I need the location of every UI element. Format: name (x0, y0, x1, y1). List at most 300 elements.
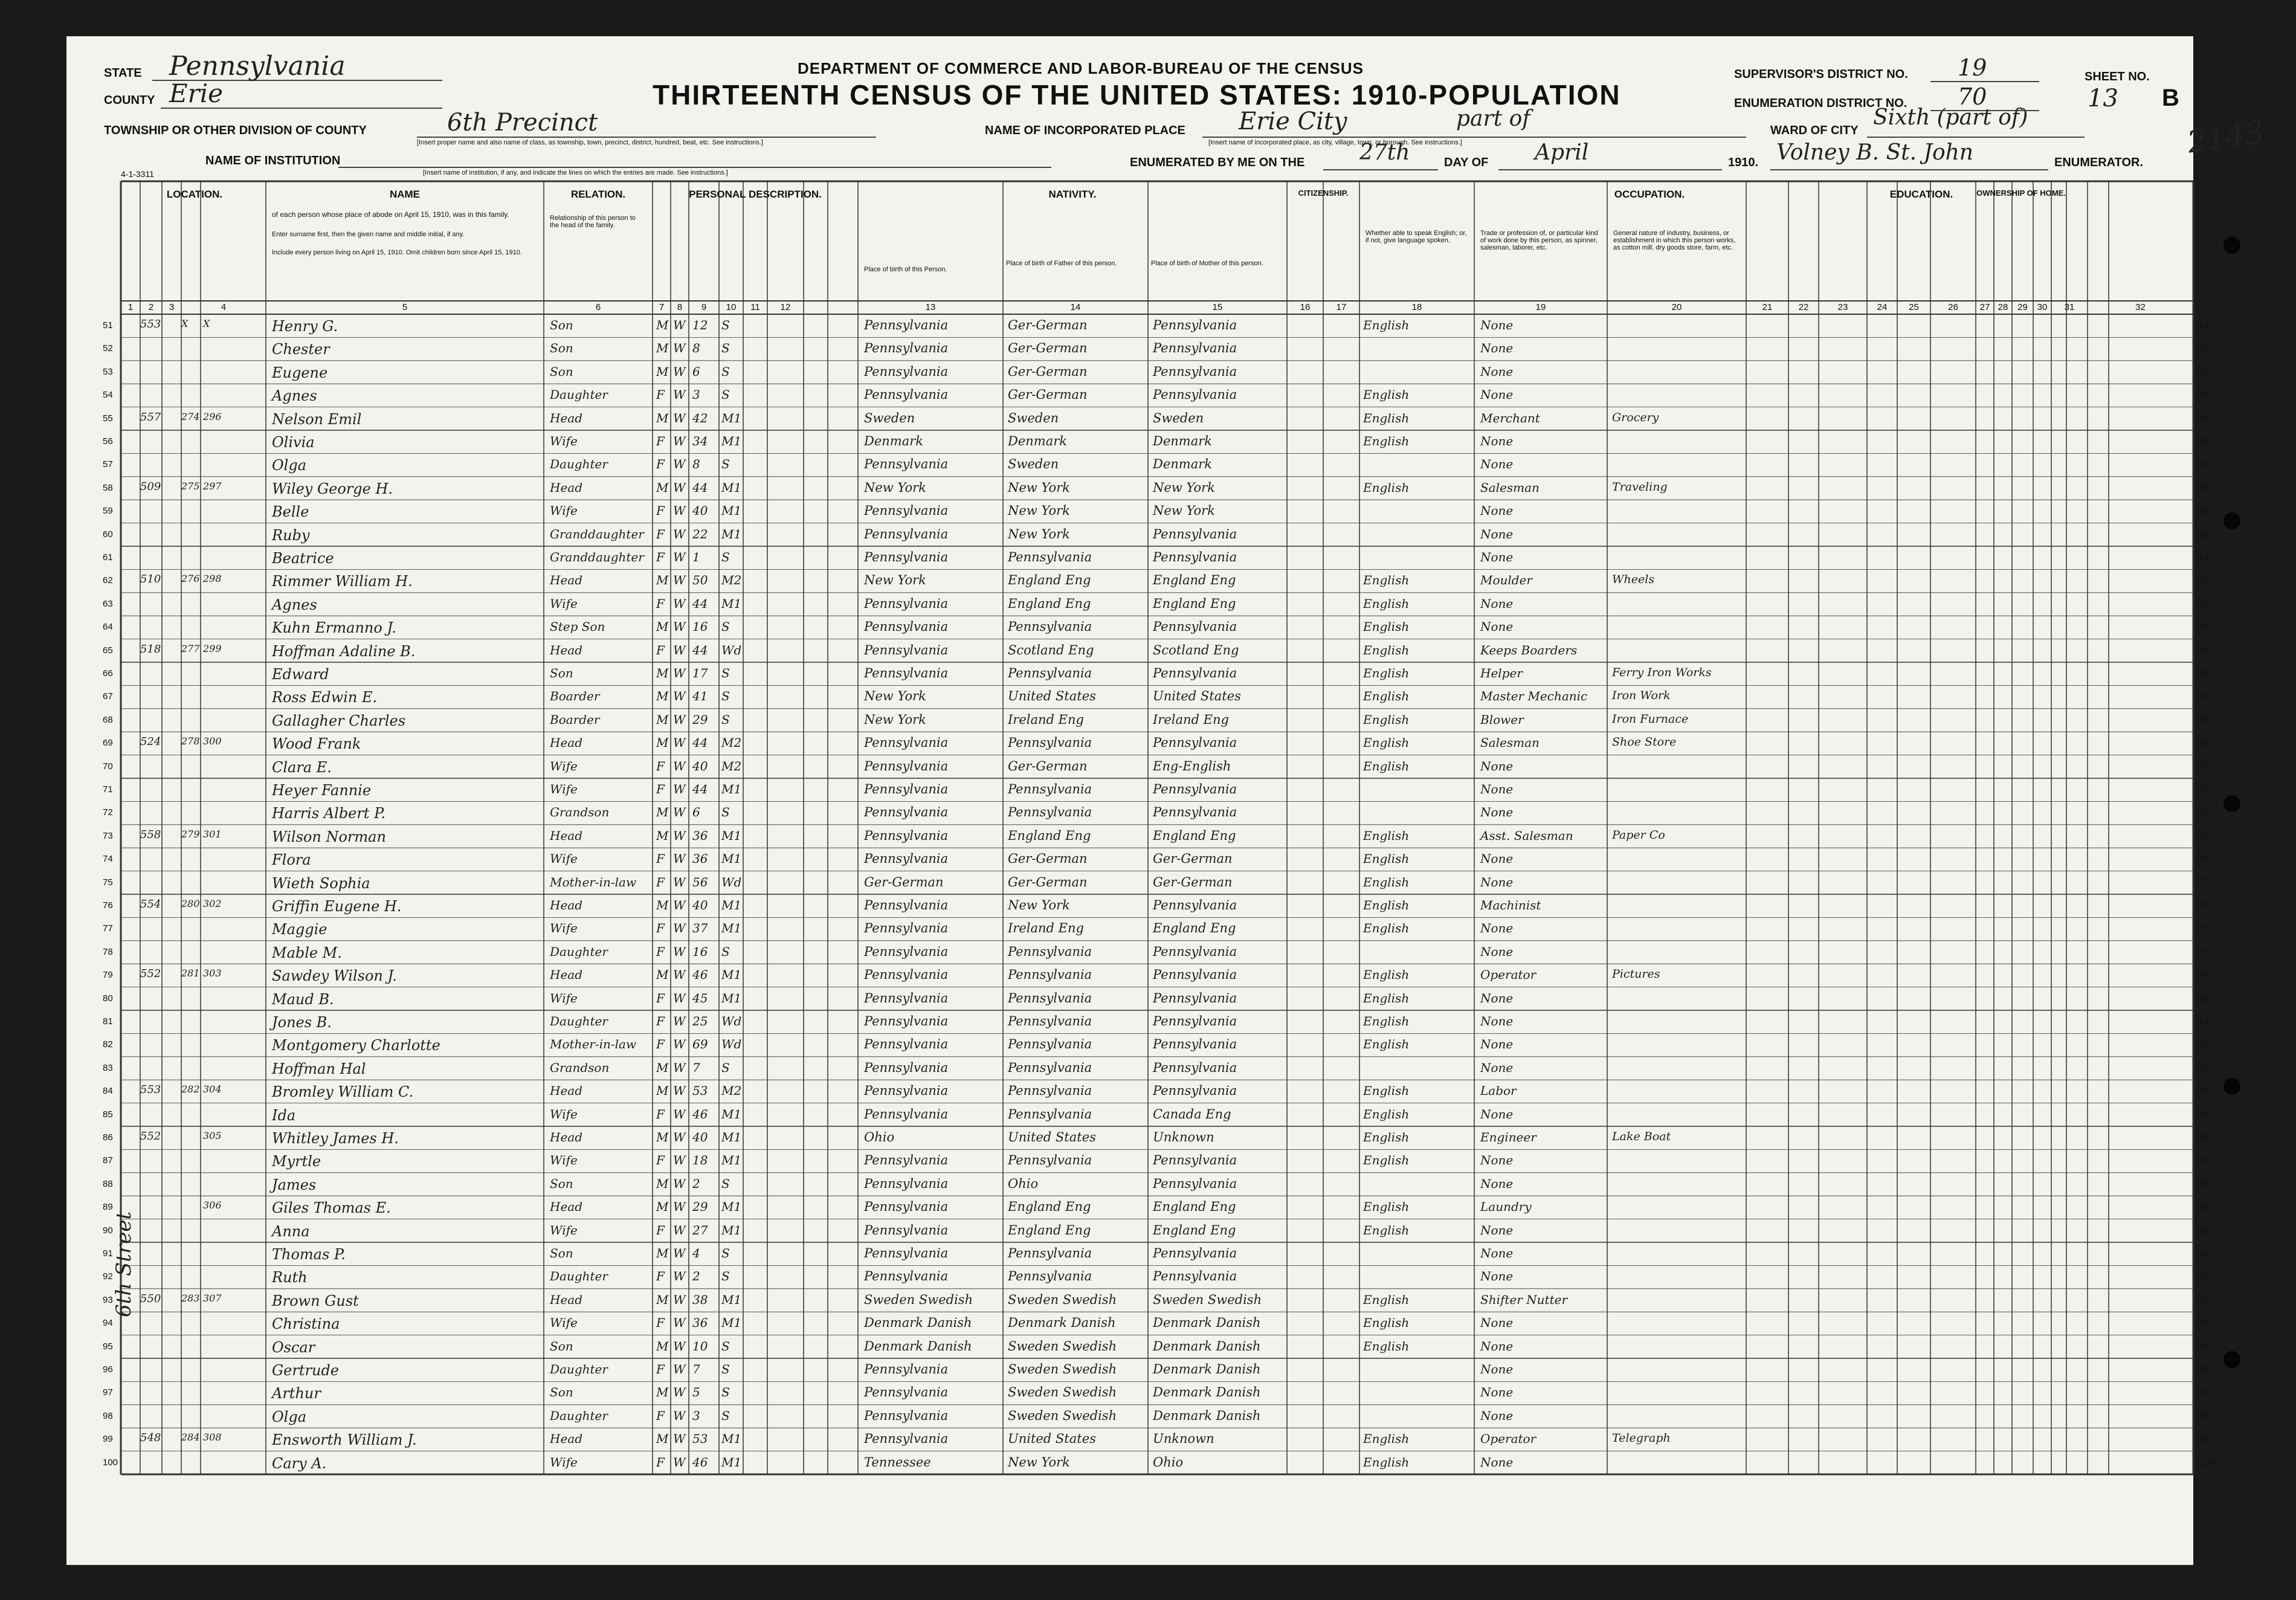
cell-birth: Pennsylvania (864, 596, 949, 611)
cell-trade: None (1480, 921, 1514, 936)
row-number-right: 85 (2199, 1109, 2210, 1120)
row-number: 90 (103, 1225, 113, 1236)
incorporated-part-of: part of (1456, 106, 1530, 131)
cell-trade: None (1480, 758, 1514, 773)
cell-rel: Wife (550, 1315, 578, 1331)
row-number: 86 (103, 1132, 113, 1143)
cell-age: 29 (692, 712, 708, 727)
cell-rel: Daughter (550, 1014, 608, 1028)
cell-name: Rimmer William H. (272, 573, 413, 590)
cell-name: Olivia (272, 434, 315, 451)
cell-race: W (673, 1292, 686, 1307)
cell-race: W (673, 410, 686, 425)
cell-mother: Denmark Danish (1153, 1362, 1261, 1376)
cell-father: England Eng (1008, 1199, 1091, 1215)
cell-ms: Wd (721, 874, 742, 889)
cell-age: 6 (692, 805, 700, 820)
cell-father: Scotland Eng (1008, 642, 1094, 657)
cell-sex: F (656, 1315, 665, 1331)
row-number-right: 60 (2199, 529, 2210, 540)
cell-father: Ger-German (1008, 318, 1088, 332)
cell-mother: Denmark Danish (1153, 1315, 1261, 1331)
cell-mother: Denmark (1153, 457, 1212, 472)
row-number-right: 78 (2199, 946, 2210, 957)
row-number-right: 90 (2199, 1225, 2210, 1236)
cell-eng: English (1363, 642, 1410, 657)
cell-race: W (673, 1222, 686, 1237)
binder-hole (2223, 1078, 2240, 1095)
cell-mother: New York (1153, 480, 1215, 495)
row-number-right: 55 (2199, 413, 2210, 424)
row-number-right: 81 (2199, 1016, 2210, 1027)
cell-ms: S (721, 387, 730, 402)
cell-ms: S (721, 550, 730, 564)
row-number-right: 74 (2199, 854, 2210, 865)
cell-ind: Iron Work (1612, 689, 1671, 703)
cell-rel: Son (550, 666, 573, 680)
cell-age: 12 (692, 318, 708, 332)
cell-father: Sweden Swedish (1008, 1292, 1117, 1307)
cell-father: Pennsylvania (1008, 1083, 1092, 1098)
cell-father: Pennsylvania (1008, 1014, 1092, 1028)
cell-name: Nelson Emil (272, 410, 362, 428)
cell-birth: Pennsylvania (864, 1269, 949, 1284)
cell-age: 2 (692, 1176, 700, 1191)
row-number-right: 70 (2199, 761, 2210, 772)
row-number-right: 66 (2199, 668, 2210, 679)
cell-race: W (673, 1130, 686, 1144)
cell-trade: None (1480, 944, 1514, 959)
cell-eng: English (1363, 828, 1410, 843)
cell-ind: Telegraph (1612, 1431, 1671, 1445)
cell-mother: New York (1153, 503, 1215, 518)
cell-eng: English (1363, 1431, 1410, 1447)
column-number: 25 (1909, 302, 1919, 312)
cell-trade: None (1480, 1246, 1514, 1260)
cell-name: Chester (272, 341, 330, 358)
cell-father: Denmark (1008, 434, 1067, 448)
cell-trade: None (1480, 318, 1514, 332)
cell-race: W (673, 1315, 686, 1331)
column-number: 15 (1212, 302, 1223, 312)
cell-name: Oscar (272, 1338, 315, 1356)
cell-sex: M (656, 619, 669, 634)
cell-name: Kuhn Ermanno J. (272, 619, 396, 637)
cell-rel: Wife (550, 1153, 578, 1168)
row-number: 51 (103, 320, 113, 331)
cell-rel: Boarder (550, 712, 600, 727)
cell-age: 40 (692, 898, 708, 912)
cell-sex: M (656, 1431, 669, 1447)
cell-father: England Eng (1008, 596, 1091, 611)
row-number-right: 93 (2199, 1294, 2210, 1305)
cell-name: Wilson Norman (272, 828, 386, 845)
row-number: 96 (103, 1364, 113, 1375)
cell-age: 41 (692, 689, 708, 704)
column-number: 16 (1300, 302, 1311, 312)
cell-birth: Pennsylvania (864, 990, 949, 1005)
enumeration-value: 70 (1958, 83, 1987, 110)
cell-dwell: 276 (181, 573, 200, 585)
cell-birth: Pennsylvania (864, 1431, 949, 1447)
cell-sex: M (656, 828, 669, 843)
cell-sex: M (656, 1176, 669, 1191)
birth-mother-subheader: Place of birth of Mother of this person. (1151, 260, 1263, 267)
cell-father: England Eng (1008, 1222, 1091, 1237)
cell-sex: F (656, 596, 665, 611)
cell-rel: Head (550, 898, 583, 912)
cell-mother: Pennsylvania (1153, 735, 1237, 750)
cell-trade: None (1480, 1014, 1514, 1028)
name-subheader-2: Enter surname first, then the given name and middle initial, if any. (272, 231, 465, 238)
cell-name: Maud B. (272, 990, 334, 1008)
row-number-right: 63 (2199, 598, 2210, 609)
cell-ms: S (721, 1362, 730, 1376)
cell-trade: None (1480, 805, 1514, 820)
cell-fam: 298 (203, 573, 222, 585)
row-number: 61 (103, 552, 113, 563)
cell-mother: Ger-German (1153, 874, 1233, 889)
cell-rel: Son (550, 1176, 573, 1191)
cell-father: Pennsylvania (1008, 782, 1092, 796)
birth-person-subheader: Place of birth of this Person. (864, 266, 947, 273)
cell-mother: Pennsylvania (1153, 550, 1237, 564)
cell-birth: Pennsylvania (864, 1037, 949, 1052)
cell-eng: English (1363, 434, 1410, 448)
cell-name: Ruth (272, 1269, 308, 1286)
cell-sex: M (656, 1060, 669, 1075)
cell-sex: F (656, 387, 665, 402)
cell-race: W (673, 642, 686, 657)
row-number: 77 (103, 923, 113, 934)
relation-subheader: Relationship of this person to the head of the family. (550, 215, 636, 229)
row-number-right: 95 (2199, 1341, 2210, 1352)
cell-name: Beatrice (272, 550, 334, 567)
cell-sex: M (656, 967, 669, 982)
cell-birth: Pennsylvania (864, 1408, 949, 1423)
cell-eng: English (1363, 318, 1410, 332)
cell-ind: Shoe Store (1612, 735, 1677, 749)
row-number-right: 69 (2199, 738, 2210, 749)
cell-sex: F (656, 1454, 665, 1469)
cell-trade: Engineer (1480, 1130, 1537, 1144)
cell-trade: Keeps Boarders (1480, 642, 1578, 657)
cell-rel: Wife (550, 921, 578, 936)
cell-house: 554 (140, 898, 161, 911)
month-line (1498, 169, 1722, 170)
cell-father: Pennsylvania (1008, 1153, 1092, 1168)
cell-race: W (673, 1176, 686, 1191)
cell-race: W (673, 550, 686, 564)
cell-sex: F (656, 1269, 665, 1284)
row-number: 92 (103, 1271, 113, 1282)
cell-ms: S (721, 944, 730, 959)
trade-subheader: Trade or profession of, or particular kind of work done by this person, as spinner, salesman, laborer, etc. (1480, 230, 1598, 251)
cell-birth: Pennsylvania (864, 642, 949, 657)
cell-rel: Head (550, 967, 583, 982)
cell-ind: Iron Furnace (1612, 712, 1689, 726)
cell-birth: Ohio (864, 1130, 895, 1144)
sheet-label: SHEET NO. (2085, 70, 2150, 83)
row-number-right: 56 (2199, 436, 2210, 447)
cell-rel: Head (550, 1292, 583, 1307)
incorporated-label: NAME OF INCORPORATED PLACE (985, 124, 1185, 137)
ward-value: Sixth (part of) (1873, 105, 2028, 130)
cell-father: New York (1008, 480, 1070, 495)
cell-race: W (673, 990, 686, 1005)
cell-father: Sweden (1008, 410, 1059, 425)
cell-ms: M1 (721, 1106, 742, 1121)
cell-trade: None (1480, 1037, 1514, 1052)
cell-birth: New York (864, 573, 926, 588)
cell-sex: F (656, 990, 665, 1005)
cell-trade: None (1480, 1408, 1514, 1423)
cell-rel: Mother-in-law (550, 1037, 637, 1052)
row-number-right: 91 (2199, 1248, 2210, 1259)
cell-sex: F (656, 642, 665, 657)
street-name: 6th Street (112, 1211, 136, 1317)
row-number-right: 92 (2199, 1271, 2210, 1282)
cell-name: Hoffman Hal (272, 1060, 366, 1077)
cell-name: Hoffman Adaline B. (272, 642, 416, 660)
cell-father: New York (1008, 526, 1070, 541)
cell-eng: English (1363, 851, 1410, 866)
cell-name: Cary A. (272, 1454, 327, 1472)
row-number-right: 73 (2199, 830, 2210, 841)
cell-ms: M1 (721, 1431, 742, 1447)
cell-ms: S (721, 805, 730, 820)
cell-sex: M (656, 1083, 669, 1098)
cell-race: W (673, 1431, 686, 1447)
cell-trade: None (1480, 341, 1514, 356)
institution-label: NAME OF INSTITUTION (205, 154, 341, 167)
cell-mother: Pennsylvania (1153, 805, 1237, 820)
row-number: 82 (103, 1039, 113, 1050)
row-number-right: 51 (2199, 320, 2210, 331)
cell-house: 552 (140, 1130, 161, 1143)
cell-rel: Daughter (550, 1408, 608, 1423)
row-number-right: 67 (2199, 691, 2210, 702)
cell-trade: None (1480, 990, 1514, 1005)
cell-house: 510 (140, 573, 161, 586)
row-number-right: 82 (2199, 1039, 2210, 1050)
cell-trade: None (1480, 364, 1514, 379)
cell-father: Pennsylvania (1008, 990, 1092, 1005)
column-number: 27 (1979, 302, 1990, 312)
cell-father: New York (1008, 898, 1070, 912)
cell-rel: Daughter (550, 1269, 608, 1284)
binder-hole (2223, 512, 2240, 529)
row-number-right: 53 (2199, 366, 2210, 377)
cell-trade: Operator (1480, 1431, 1537, 1447)
cell-sex: F (656, 1037, 665, 1052)
cell-ms: S (721, 1246, 730, 1260)
cell-mother: Pennsylvania (1153, 1083, 1237, 1098)
cell-trade: None (1480, 550, 1514, 564)
cell-father: Pennsylvania (1008, 1106, 1092, 1121)
cell-name: Wood Frank (272, 735, 361, 753)
cell-name: Giles Thomas E. (272, 1199, 391, 1217)
row-number: 85 (103, 1109, 113, 1120)
cell-ms: M1 (721, 1454, 742, 1469)
cell-father: Sweden Swedish (1008, 1408, 1117, 1423)
cell-rel: Wife (550, 758, 578, 773)
cell-mother: Denmark Danish (1153, 1408, 1261, 1423)
row-number-right: 98 (2199, 1410, 2210, 1421)
cell-eng: English (1363, 1106, 1410, 1121)
cell-rel: Head (550, 1083, 583, 1098)
cell-dwell: 279 (181, 828, 200, 840)
cell-race: W (673, 1338, 686, 1353)
cell-ms: M1 (721, 851, 742, 866)
column-number: 30 (2037, 302, 2048, 312)
cell-ms: M2 (721, 1083, 742, 1098)
cell-age: 46 (692, 1454, 708, 1469)
cell-birth: Pennsylvania (864, 1176, 949, 1191)
cell-age: 42 (692, 410, 708, 425)
cell-age: 29 (692, 1199, 708, 1215)
cell-sex: M (656, 735, 669, 750)
cell-sex: F (656, 851, 665, 866)
cell-age: 10 (692, 1338, 708, 1353)
row-number-right: 96 (2199, 1364, 2210, 1375)
cell-age: 50 (692, 573, 708, 588)
binder-hole (2223, 1351, 2240, 1368)
column-number: 5 (402, 302, 408, 312)
cell-sex: M (656, 1338, 669, 1353)
name-subheader-3: Include every person living on April 15, 1910. Omit children born since April 15, 1910. (272, 249, 522, 256)
cell-race: W (673, 921, 686, 936)
cell-rel: Head (550, 1130, 583, 1144)
cell-sex: M (656, 364, 669, 379)
township-line (417, 137, 876, 138)
cell-age: 8 (692, 341, 700, 356)
cell-rel: Boarder (550, 689, 600, 704)
cell-ind: Traveling (1612, 480, 1668, 494)
cell-mother: Pennsylvania (1153, 364, 1237, 379)
cell-ms: S (721, 1269, 730, 1284)
cell-rel: Mother-in-law (550, 874, 637, 889)
cell-ms: M1 (721, 596, 742, 611)
cell-ind: Lake Boat (1612, 1130, 1671, 1143)
enumerator-name: Volney B. St. John (1776, 140, 1973, 165)
cell-eng: English (1363, 921, 1410, 936)
cell-mother: Pennsylvania (1153, 341, 1237, 356)
cell-name: Ensworth William J. (272, 1431, 417, 1449)
cell-sex: M (656, 712, 669, 727)
cell-father: Ger-German (1008, 758, 1088, 773)
cell-father: Ger-German (1008, 387, 1088, 402)
cell-name: Flora (272, 851, 311, 869)
cell-name: James (272, 1176, 317, 1193)
cell-race: W (673, 712, 686, 727)
row-number-right: 94 (2199, 1318, 2210, 1329)
cell-eng: English (1363, 689, 1410, 704)
cell-house: 557 (140, 410, 161, 424)
column-number: 1 (127, 302, 134, 312)
cell-sex: F (656, 1362, 665, 1376)
row-number: 79 (103, 970, 113, 981)
column-number: 24 (1877, 302, 1888, 312)
cell-dwell: 284 (181, 1431, 200, 1444)
cell-birth: Ger-German (864, 874, 944, 889)
supervisor-value: 19 (1958, 54, 1987, 81)
col-header-location: LOCATION. (166, 189, 223, 200)
cell-ms: S (721, 619, 730, 634)
row-number-right: 57 (2199, 459, 2210, 470)
cell-birth: Pennsylvania (864, 898, 949, 912)
cell-father: Pennsylvania (1008, 805, 1092, 820)
cell-age: 44 (692, 782, 708, 796)
cell-rel: Son (550, 364, 573, 379)
cell-mother: Pennsylvania (1153, 526, 1237, 541)
cell-trade: None (1480, 526, 1514, 541)
row-number: 55 (103, 413, 113, 424)
column-number: 23 (1837, 302, 1848, 312)
cell-father: Pennsylvania (1008, 1060, 1092, 1075)
cell-house: 552 (140, 967, 161, 981)
cell-age: 56 (692, 874, 708, 889)
row-number: 100 (103, 1457, 118, 1468)
column-number: 3 (169, 302, 175, 312)
row-number-right: 79 (2199, 970, 2210, 981)
cell-age: 37 (692, 921, 708, 936)
cell-rel: Granddaughter (550, 550, 644, 564)
cell-rel: Head (550, 480, 583, 495)
cell-rel: Grandson (550, 1060, 610, 1075)
cell-age: 38 (692, 1292, 708, 1307)
cell-rel: Head (550, 1199, 583, 1215)
cell-name: Anna (272, 1222, 310, 1240)
cell-age: 25 (692, 1014, 708, 1028)
cell-sex: M (656, 1199, 669, 1215)
cell-race: W (673, 1037, 686, 1052)
cell-race: W (673, 480, 686, 495)
cell-trade: None (1480, 1454, 1514, 1469)
cell-name: Gallagher Charles (272, 712, 406, 729)
cell-rel: Son (550, 1385, 573, 1400)
cell-age: 46 (692, 967, 708, 982)
column-number: 8 (677, 302, 683, 312)
cell-age: 44 (692, 642, 708, 657)
cell-age: 2 (692, 1269, 700, 1284)
cell-name: Wiley George H. (272, 480, 393, 497)
col-header-education: EDUCATION. (1889, 189, 1953, 200)
cell-age: 18 (692, 1153, 708, 1168)
cell-mother: Scotland Eng (1153, 642, 1239, 657)
cell-mother: Pennsylvania (1153, 1037, 1237, 1052)
cell-ms: M1 (721, 1130, 742, 1144)
cell-house: 509 (140, 480, 161, 493)
cell-age: 44 (692, 735, 708, 750)
row-number-right: 97 (2199, 1387, 2210, 1398)
row-number: 99 (103, 1434, 113, 1445)
cell-sex: M (656, 573, 669, 588)
cell-trade: None (1480, 457, 1514, 472)
row-number: 73 (103, 830, 113, 841)
column-number: 32 (2135, 302, 2146, 312)
cell-sex: M (656, 898, 669, 912)
cell-father: Pennsylvania (1008, 1269, 1092, 1284)
enumerated-month: April (1535, 140, 1589, 165)
row-number-right: 100 (2199, 1457, 2215, 1468)
cell-birth: Pennsylvania (864, 1014, 949, 1028)
cell-age: 40 (692, 503, 708, 518)
cell-sex: M (656, 1292, 669, 1307)
cell-father: Pennsylvania (1008, 1246, 1092, 1260)
cell-birth: Pennsylvania (864, 387, 949, 402)
cell-father: Ireland Eng (1008, 921, 1084, 936)
